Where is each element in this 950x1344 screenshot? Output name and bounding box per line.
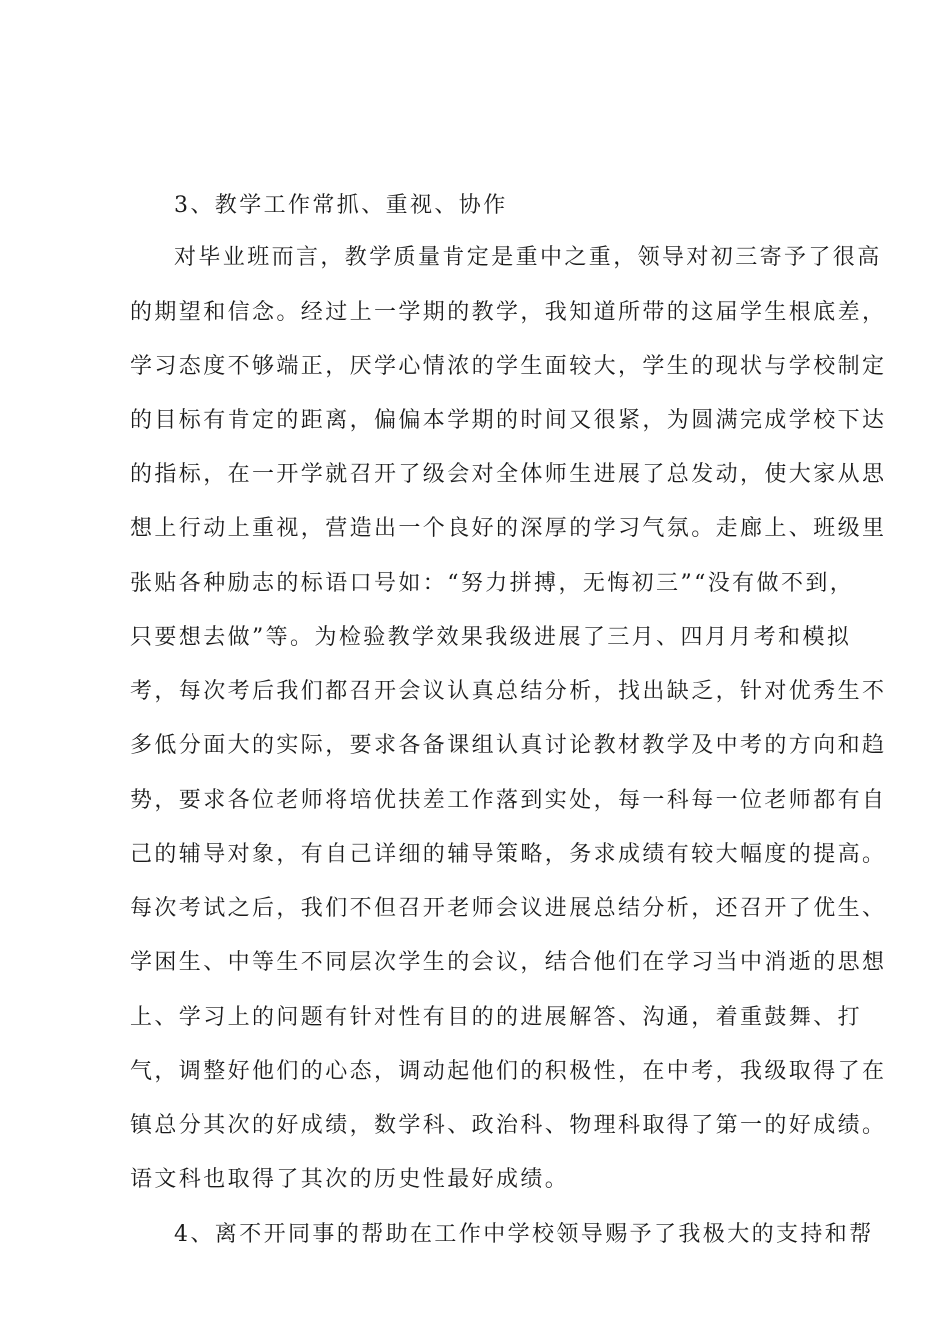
- paragraph-line: 学困生、中等生不同层次学生的会议，结合他们在学习当中消逝的思想: [130, 950, 887, 975]
- paragraph-line: 学习态度不够端正，厌学心情浓的学生面较大，学生的现状与学校制定: [130, 354, 887, 379]
- section-heading-3: 3、教学工作常抓、重视、协作: [174, 193, 508, 218]
- paragraph-line: 上、学习上的问题有针对性有目的的进展解答、沟通，着重鼓舞、打: [130, 1005, 863, 1030]
- paragraph-line: 镇总分其次的好成绩，数学科、政治科、物理科取得了第一的好成绩。: [130, 1113, 887, 1138]
- paragraph-line: 的指标，在一开学就召开了级会对全体师生进展了总发动，使大家从思: [130, 462, 887, 487]
- paragraph-line: 对毕业班而言，教学质量肯定是重中之重，领导对初三寄予了很高: [174, 245, 882, 270]
- paragraph-line: 势，要求各位老师将培优扶差工作落到实处，每一科每一位老师都有自: [130, 788, 887, 813]
- section-heading-4: 4、离不开同事的帮助在工作中学校领导赐予了我极大的支持和帮: [174, 1222, 874, 1247]
- paragraph-line: 张贴各种励志的标语口号如：“努力拼搏，无悔初三”“没有做不到，: [130, 571, 855, 596]
- paragraph-line: 每次考试之后，我们不但召开老师会议进展总结分析，还召开了优生、: [130, 896, 887, 921]
- paragraph-line: 语文科也取得了其次的历史性最好成绩。: [130, 1167, 570, 1192]
- paragraph-line: 的目标有肯定的距离，偏偏本学期的时间又很紧，为圆满完成学校下达: [130, 408, 887, 433]
- paragraph-line: 只要想去做”等。为检验教学效果我级进展了三月、四月月考和模拟: [130, 625, 852, 650]
- paragraph-line: 多低分面大的实际，要求各备课组认真讨论教材教学及中考的方向和趋: [130, 733, 887, 758]
- paragraph-line: 己的辅导对象，有自己详细的辅导策略，务求成绩有较大幅度的提高。: [130, 842, 887, 867]
- paragraph-line: 的期望和信念。经过上一学期的教学，我知道所带的这届学生根底差，: [130, 300, 887, 325]
- paragraph-line: 气，调整好他们的心态，调动起他们的积极性，在中考，我级取得了在: [130, 1059, 887, 1084]
- paragraph-line: 想上行动上重视，营造出一个良好的深厚的学习气氛。走廊上、班级里: [130, 516, 887, 541]
- paragraph-line: 考，每次考后我们都召开会议认真总结分析，找出缺乏，针对优秀生不: [130, 679, 887, 704]
